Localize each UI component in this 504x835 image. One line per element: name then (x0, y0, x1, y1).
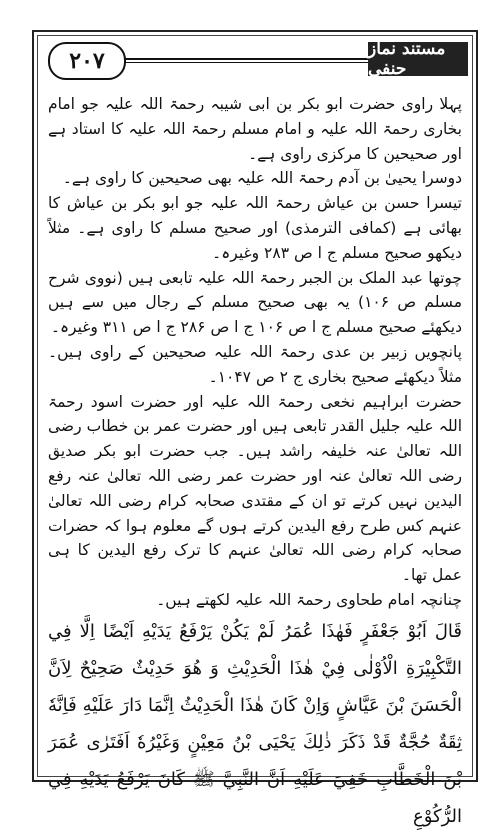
page-header (32, 30, 478, 90)
paragraph-narrator-4: چوتھا عبد الملک بن الجبر رحمۃ اللہ علیہ تابعی ہیں (نووی شرح مسلم ص ۱۰۶) یہ بھی صحیح مسلم کے رجال میں سے ہیں دیکھئے صحیح مسلم ج ا ص ۱۰۶ ج ا ص ۲۸۶ ج ا ص ۳۱۱ وغیرہ۔ (48, 268, 463, 337)
arabic-quote: قَالَ اَبُوْ جَعْفَرٍ فَهٰذَا عُمَرُ لَمْ يَكُنْ يَرْفَعُ يَدَيْهِ اَيْضًا اِلَّا فِي التَّكْبِيْرَةِ الْاُوْلٰى فِيْ هٰذَا الْحَدِيْثِ وَ هُوَ حَدِيْثٌ صَحِيْحٌ لِاَنَّ الْحَسَنَ بْنَ عَيَّاشٍ وَاِنْ كَانَ هٰذَا الْحَدِيْثُ اِنَّمَا دَارَ عَلَيْهِ فَاِنَّهٗ ثِقَةٌ حُجَّةٌ قَدْ ذَكَرَ ذٰلِكَ يَحْيَى بْنُ مَعِيْنٍ وَغَيْرُهٗ اَفَتَرٰى عُمَرَ بْنَ الْخَطَّابِ خَفِيَ عَلَيْهِ اَنَّ النَّبِيَّ ﷺ كَانَ يَرْفَعُ يَدَيْهِ فِي الرُّكُوْعِ (48, 620, 462, 827)
paragraph-quote-intro: چنانچہ امام طحاوی رحمۃ اللہ علیہ لکھتے ہیں۔ (156, 590, 462, 609)
paragraph-narrator-3: تیسرا حسن بن عیاش رحمۃ اللہ علیہ جو ابو بکر بن عیاش کا بھائی ہے (کمافی الترمذی) اور صحیح مسلم کا راوی ہے۔ مثلاً دیکھو صحیح مسلم ج ا ص ۲۸۳ وغیرہ۔ (48, 194, 462, 262)
paragraph-discussion: حضرت ابراہیم نخعی رحمۃ اللہ علیہ اور حضرت اسود رحمۃ اللہ علیہ جلیل القدر تابعی ہیں اور حضرت عمر بن خطاب رضی اللہ تعالیٰ عنہ خلیفہ راشد ہیں۔ جب حضرت ابو بکر صدیق رضی اللہ تعالیٰ عنہ اور حضرت عمر رضی اللہ تعالیٰ عنہ رفع الیدین نہیں کرتے تو ان کے مقتدی صحابہ کرام رضی اللہ تعالیٰ عنہم کس طرح رفع الیدین کرتے ہوں گے معلوم ہوا کہ حضرات صحابہ کرام رضی اللہ تعالیٰ عنہم کا ترک رفع الیدین کا ہی عمل تھا۔ (48, 392, 462, 585)
paragraph-narrator-5: پانچویں زبیر بن عدی رحمۃ اللہ علیہ صحیحین کے راوی ہیں۔ مثلاً دیکھئے صحیح بخاری ج ۲ ص ۱۰۴۷۔ (48, 342, 462, 386)
page-body (48, 92, 463, 827)
page-number-badge: ۲۰۷ (48, 42, 126, 80)
paragraph-narrator-2: دوسرا یحییٰ بن آدم رحمۃ اللہ علیہ بھی صحیحین کا راوی ہے۔ (62, 169, 462, 188)
header-rule (112, 58, 368, 60)
book-title: مستند نماز حنفی (368, 42, 468, 76)
paragraph-narrator-1: پہلا راوی حضرت ابو بکر بن ابی شیبہ رحمۃ اللہ علیہ جو امام بخاری رحمۃ اللہ علیہ و امام مسلم رحمۃ اللہ علیہ کا استاد ہے اور صحیحین کا مرکزی راوی ہے۔ (48, 95, 462, 163)
header-rule-secondary (112, 62, 368, 63)
